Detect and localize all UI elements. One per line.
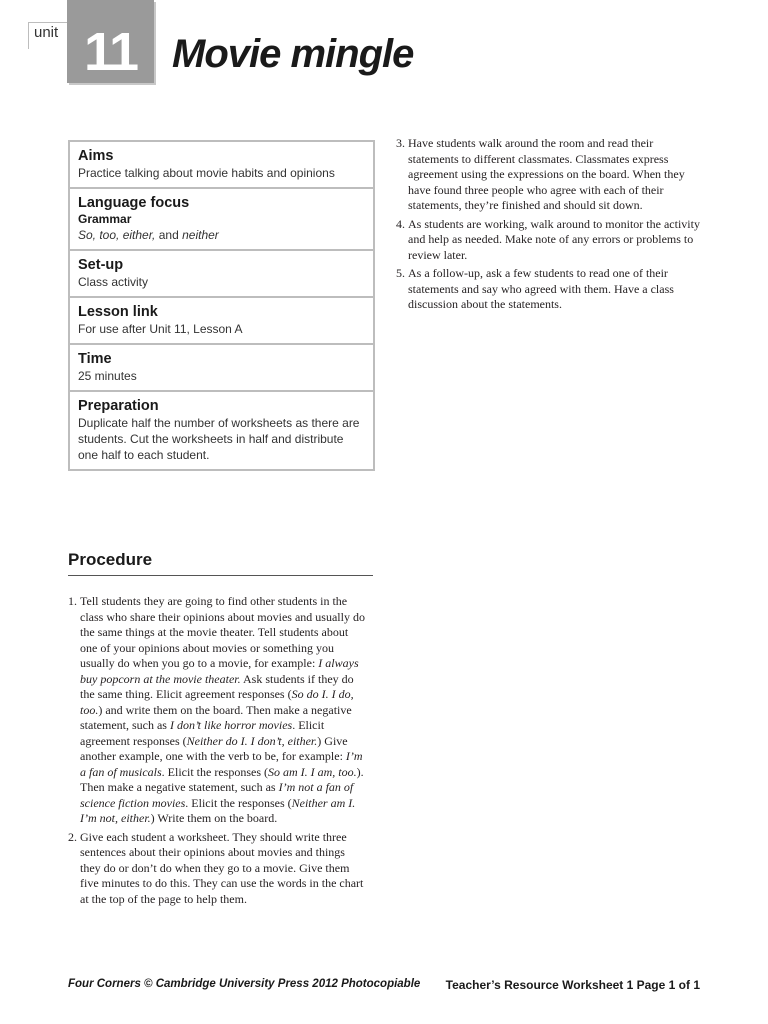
- lesson-link-heading: Lesson link: [78, 304, 158, 320]
- focus-neither: neither: [182, 228, 219, 242]
- setup-section: [70, 251, 373, 298]
- example-text: So am I. I am, too.: [267, 764, 357, 779]
- setup-heading: Set-up: [78, 257, 124, 273]
- step-number: 4.: [396, 216, 405, 231]
- procedure-step-1: [68, 594, 368, 827]
- step-text: As a follow-up, ask a few students to read one of their statements and say who agreed with them. Have a class discussion about the statements.: [408, 266, 674, 311]
- step-text: Have students walk around the room and read their statements to different classmates. Classmates express agreement using the expressions on the board. When they have found three people who agree with each of their statements, they’re finished and should sit down.: [408, 136, 685, 212]
- procedure-steps-right: [396, 136, 701, 316]
- aims-text: Practice talking about movie habits and opinions: [78, 166, 335, 180]
- language-focus-heading: Language focus: [78, 195, 190, 211]
- procedure-heading: Procedure: [68, 550, 153, 569]
- info-box: [68, 140, 375, 471]
- step-text: ) Write them on the board.: [150, 811, 278, 825]
- example-text: I’m a fan of musicals: [80, 749, 363, 779]
- step-number: 5.: [396, 266, 405, 280]
- focus-and: and: [155, 228, 183, 242]
- procedure-divider: [68, 575, 373, 576]
- preparation-section: [70, 392, 373, 469]
- step-text: Ask students if they do the same thing. Elicit agreement responses (: [80, 671, 354, 701]
- lesson-link-text: For use after Unit 11, Lesson A: [78, 322, 243, 336]
- example-text: So do I. I do, too.: [80, 687, 354, 717]
- step-text: . Elicit agreement responses (: [80, 718, 325, 748]
- grammar-subheading: Grammar: [78, 212, 132, 226]
- procedure-step-3: [396, 136, 701, 214]
- time-section: [70, 345, 373, 392]
- lesson-link-section: [70, 298, 373, 345]
- step-text: Tell students they are going to find other students in the class who share their opinions about movies and usually do the same things at the movie theater. Tell students about one of your opinions about movies or something you usually do when you go to a movie, for example:: [80, 594, 365, 670]
- language-focus-text: [78, 227, 365, 243]
- preparation-text: Duplicate half the number of worksheets as there are students. Cut the worksheets in half and distribute one half to each student.: [78, 416, 360, 462]
- step-text: Give each student a worksheet. They should write three sentences about their opinions about movies and things they do or don’t do when they go to a movie. Give them five minutes to do this. They can use the words in the chart at the top of the page to help them.: [80, 829, 364, 906]
- procedure-step-5: [396, 266, 701, 313]
- aims-heading: Aims: [78, 148, 114, 164]
- focus-words: So, too, either,: [78, 228, 156, 242]
- step-text: ) and write them on the board. Then make a negative statement, such as: [80, 702, 352, 732]
- language-focus-section: [70, 189, 373, 251]
- unit-label: unit: [34, 24, 59, 41]
- example-text: I’m not a fan of science fiction movies: [80, 780, 354, 810]
- step-text: . Elicit the responses (: [161, 764, 268, 779]
- step-number: 3.: [396, 136, 405, 150]
- procedure-step-4: [396, 217, 701, 264]
- page-title: Movie mingle: [172, 32, 414, 76]
- procedure-steps-left: [68, 594, 368, 910]
- setup-text: Class activity: [78, 275, 149, 289]
- step-text: As students are working, walk around to monitor the activity and help as needed. Make note of any errors or problems to review later.: [408, 216, 700, 262]
- step-text: ). Then make a negative statement, such as: [80, 764, 364, 794]
- step-text: ) Give another example, one with the verb to be, for example:: [80, 733, 348, 763]
- step-number: 2.: [68, 829, 77, 844]
- step-number: 1.: [68, 594, 77, 608]
- footer-page-info: Teacher’s Resource Worksheet 1 Page 1 of 1: [445, 978, 700, 992]
- procedure-step-2: [68, 830, 368, 908]
- example-text: Neither do I. I don’t, either.: [186, 733, 318, 748]
- example-text: Neither am I. I’m not, either.: [80, 795, 356, 825]
- example-text: I don’t like horror movies: [169, 718, 293, 732]
- preparation-heading: Preparation: [78, 398, 159, 414]
- example-text: I always buy popcorn at the movie theater.: [80, 656, 359, 686]
- time-heading: Time: [78, 351, 112, 367]
- unit-number: 11: [83, 22, 138, 82]
- aims-section: [70, 142, 373, 189]
- footer-copyright: Four Corners © Cambridge University Press 2012 Photocopiable: [68, 978, 421, 990]
- time-text: 25 minutes: [78, 369, 137, 383]
- step-text: . Elicit the responses (: [185, 795, 292, 810]
